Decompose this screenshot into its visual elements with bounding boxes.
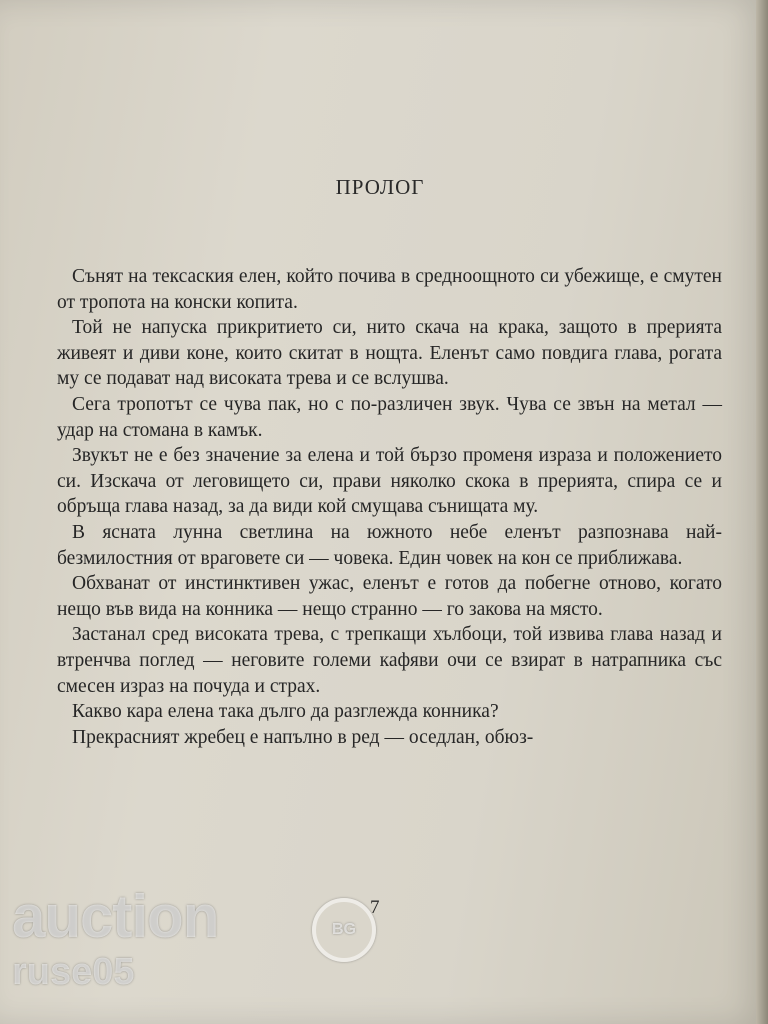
paragraph-7: Застанал сред високата трева, с трепкащи хълбоци, той извива глава назад и втренчва поглед — неговите големи кафяви очи се взират в натрапника със смесен израз на почуда и страх.	[57, 624, 722, 697]
paragraph-2: Той не напуска прикритието си, нито скача на крака, защото в прерията живеят и диви коне, които скитат в нощта. Еленът само повдига глава, рогата му се подават над високата трева и се вслушва.	[57, 317, 722, 390]
watermark-badge-icon: BG	[312, 898, 376, 962]
paragraph-5: В ясната лунна светлина на южното небе еленът разпознава най-безмилостния от враговете си — човека. Един човек на кон се приближава.	[57, 521, 722, 569]
paragraph-6: Обхванат от инстинктивен ужас, еленът е готов да побегне отново, когато нещо във вида на конника — нещо странно — го закова на място.	[57, 573, 722, 620]
paragraph-4: Звукът не е без значение за елена и той бързо променя израза и положението си. Изскача от леговището си, прави няколко скока в прерията, спира се и обръща глава назад, за да види кой смущава сънищата му.	[57, 445, 722, 518]
body-text	[57, 264, 722, 750]
paragraph-3: Сега тропотът се чува пак, но с по-различен звук. Чува се звън на метал — удар на стомана в камък.	[57, 393, 722, 441]
paragraph-9: Прекрасният жребец е напълно в ред — оседлан, обюз-	[72, 726, 534, 748]
paragraph-1: Сънят на тексаския елен, който почива в средноощното си убежище, е смутен от тропота на конски копита.	[57, 266, 722, 313]
page-edge-shadow	[756, 0, 768, 1024]
watermark-brand: auction	[12, 883, 219, 950]
watermark-username: ruse05	[12, 951, 135, 993]
page-number: 7	[370, 897, 380, 918]
chapter-title: ПРОЛОГ	[335, 175, 425, 199]
paragraph-8: Какво кара елена така дълго да разглежда конника?	[72, 701, 499, 723]
auction-watermark	[12, 883, 356, 994]
